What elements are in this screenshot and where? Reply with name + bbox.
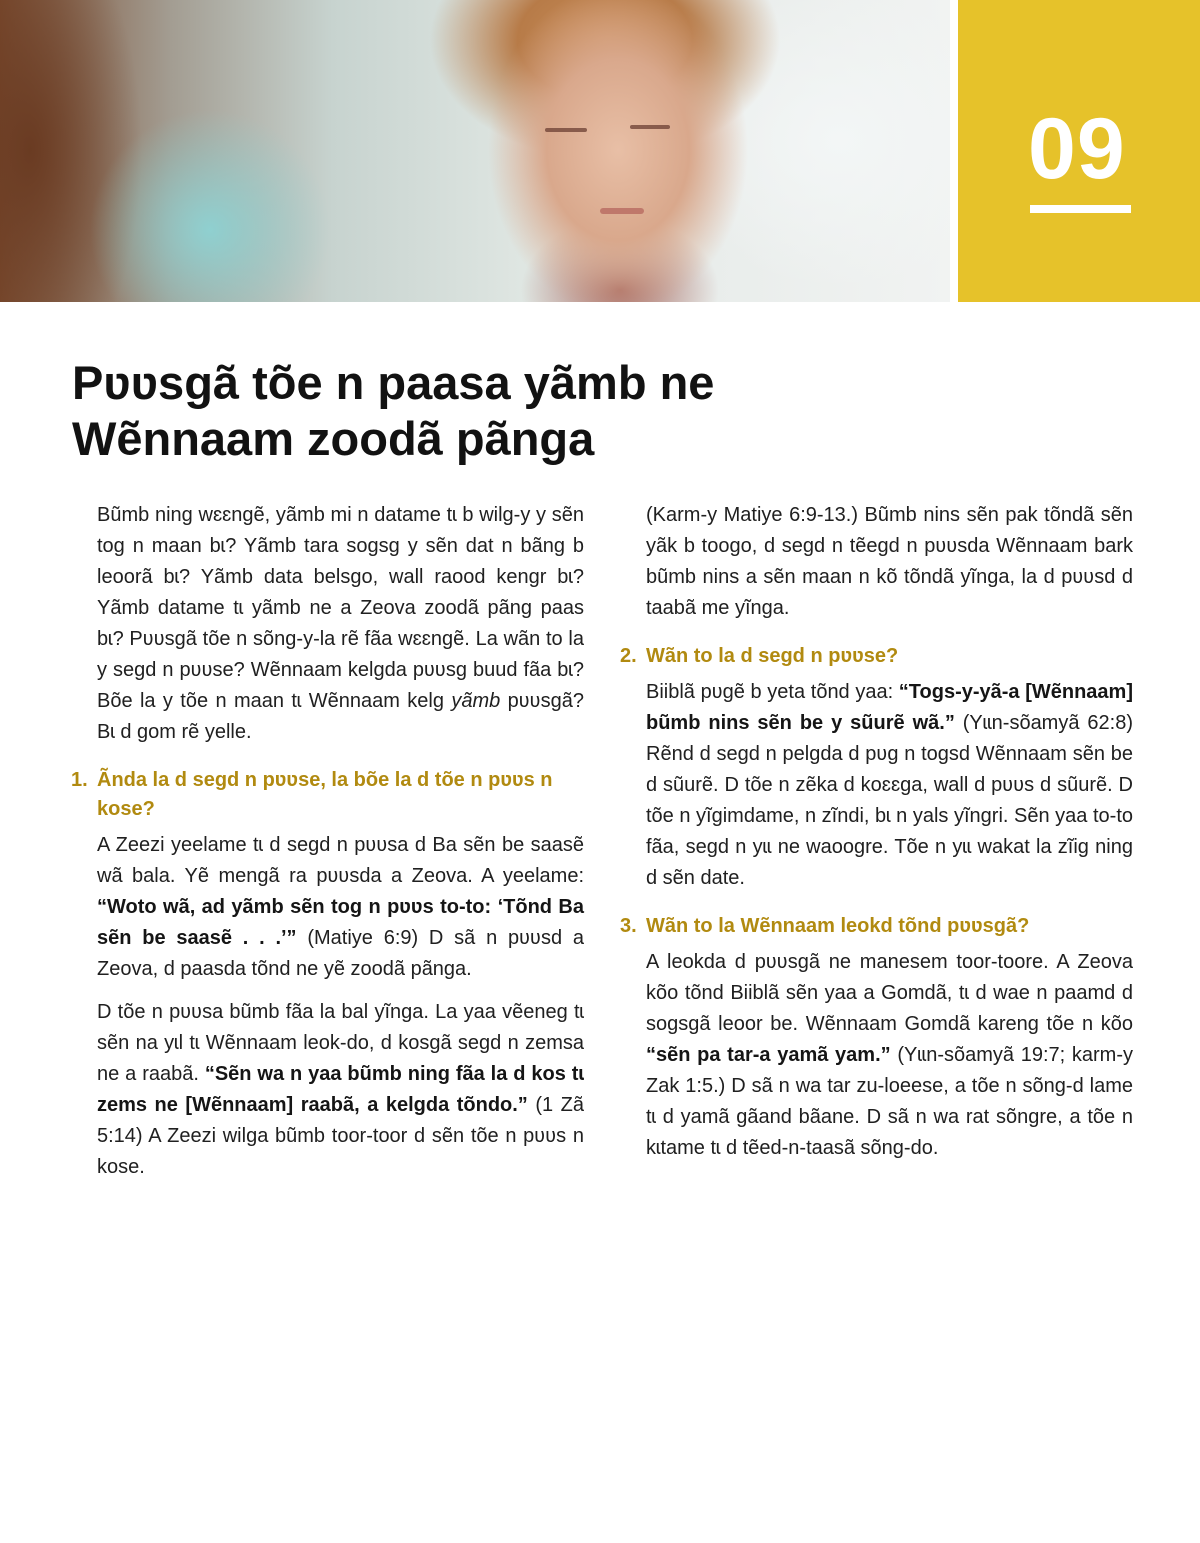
section-3-text-end: (Yɩɩn-sõamyã 19:7; karm-y Zak 1:5.) D sã n wa tar zu-loeese, a tõe n sõng-d lame tɩ d yamã gãand bãane. D sã n wa rat sõngre, a tõe n kɩtame tɩ d tẽed-n-taasã sõng-do. [646, 1044, 1133, 1159]
section-1-heading [71, 766, 584, 824]
section-2-text-end: (Yɩɩn-sõamyã 62:8) Rẽnd d segd n pelgda d pʋg n togsd Wẽnnaam sẽn be d sũurẽ. D tõe n zẽka d koɛɛga, wall d pʋʋs d sũurẽ. D tõe n yĩgimdame, n zĩndi, bɩ n yals yĩngri. Sẽn yaa to-to fãa, segd n yɩɩ ne waoogre. Tõe n yɩɩ wakat la zĩig ning d sẽn date. [646, 712, 1133, 889]
section-3-text: A leokda d pʋʋsgã ne manesem toor-toore. A Zeova kõo tõnd Biiblã sẽn yaa a Gomdã, tɩ d wae n paamd d sogsgã leoor be. Wẽnnaam Gomdã kareng tõe n kõo [646, 951, 1133, 1035]
section-1-paragraph-2 [97, 997, 584, 1183]
section-3-number: 3. [620, 915, 637, 937]
lesson-badge [958, 0, 1200, 302]
section-1-continuation: (Karm-y Matiye 6:9-13.) Bũmb nins sẽn pak tõndã sẽn yãk b toogo, d segd n tẽegd n pʋʋsda Wẽnnaam bark bũmb nins a sẽn maan n kõ tõndã yĩnga, la d pʋʋsd d taabã me yĩnga. [646, 504, 1133, 619]
section-1-number: 1. [71, 769, 88, 791]
section-1-p1-text: A Zeezi yeelame tɩ d segd n pʋʋsa d Ba sẽn be saasẽ wã bala. Yẽ mengã ra pʋʋsda a Zeova. A yeelame: [97, 834, 584, 887]
section-2-number: 2. [620, 645, 637, 667]
section-2-paragraph [646, 677, 1133, 894]
photo-detail-mouth [600, 208, 644, 214]
intro-text: Bũmb ning wɛɛngẽ, yãmb mi n datame tɩ b wilg-y y sẽn tog n maan bɩ? Yãmb tara sogsg y sẽn dat n bãng b leoorã bɩ? Yãmb data belsgo, wall raood kengr bɩ? Yãmb datame tɩ yãmb ne a Zeova zoodã pãng paas bɩ? Pʋʋsgã tõe n sõng-y-la rẽ fãa wɛɛngẽ. La wãn to la y segd n pʋʋse? Wẽnnaam kelgda pʋʋsg buud fãa bɩ? Bõe la y tõe n maan tɩ Wẽnnaam kelg [97, 504, 584, 712]
section-2-text: Biiblã pʋgẽ b yeta tõnd yaa: [646, 681, 899, 703]
section-2-heading-text: Wãn to la d segd n pʋʋse? [646, 645, 899, 667]
intro-text-end: pʋʋsgã? Bɩ d gom rẽ yelle. [97, 690, 584, 743]
photo-detail-right-eye [630, 125, 670, 129]
section-1-p1-text-end: (Matiye 6:9) D sã n pʋʋsd a Zeova, d paasda tõnd ne yẽ zoodã pãnga. [97, 927, 584, 980]
section-3-quote: “sẽn pa tar-a yamã yam.” [646, 1044, 891, 1066]
left-column [71, 500, 584, 1195]
right-column [620, 500, 1133, 1176]
section-1-p1-quote: “Woto wã, ad yãmb sẽn tog n pʋʋs to-to: ‘Tõnd Ba sẽn be saasẽ . . .’” [97, 896, 584, 949]
page-title [72, 355, 892, 467]
lesson-number-underline [1030, 205, 1131, 213]
page-title-line-1: Pʋʋsgã tõe n paasa yãmb ne [72, 356, 715, 409]
section-3-paragraph [646, 947, 1133, 1164]
hero-photo [0, 0, 950, 302]
section-2-quote: “Togs-y-yã-a [Wẽnnaam] bũmb nins sẽn be y sũurẽ wã.” [646, 681, 1133, 734]
photo-detail-left-eye [545, 128, 587, 132]
section-1-p2-quote: “Sẽn wa n yaa bũmb ning fãa la d kos tɩ zems ne [Wẽnnaam] raabã, a kelgda tõndo.” [97, 1063, 584, 1116]
section-3-heading-text: Wãn to la Wẽnnaam leokd tõnd pʋʋsgã? [646, 915, 1030, 937]
section-1-p2-text: D tõe n pʋʋsa bũmb fãa la bal yĩnga. La yaa vẽeneg tɩ sẽn na yɩl tɩ Wẽnnaam leok-do, d kosgã segd n zemsa ne a raabã. [97, 1001, 584, 1085]
page-title-line-2: Wẽnnaam zoodã pãnga [72, 412, 595, 465]
section-1-heading-text: Ãnda la d segd n pʋʋse, la bõe la d tõe n pʋʋs n kose? [97, 769, 553, 820]
section-3-heading [620, 912, 1133, 941]
section-1-paragraph-1 [97, 830, 584, 985]
section-2-heading [620, 642, 1133, 671]
lesson-number: 09 [1028, 101, 1126, 197]
section-1-p2-text-end: (1 Zã 5:14) A Zeezi wilga bũmb toor-toor d sẽn tõe n pʋʋs n kose. [97, 1094, 584, 1178]
intro-emphasis: yãmb [451, 690, 501, 712]
intro-paragraph [97, 500, 584, 748]
